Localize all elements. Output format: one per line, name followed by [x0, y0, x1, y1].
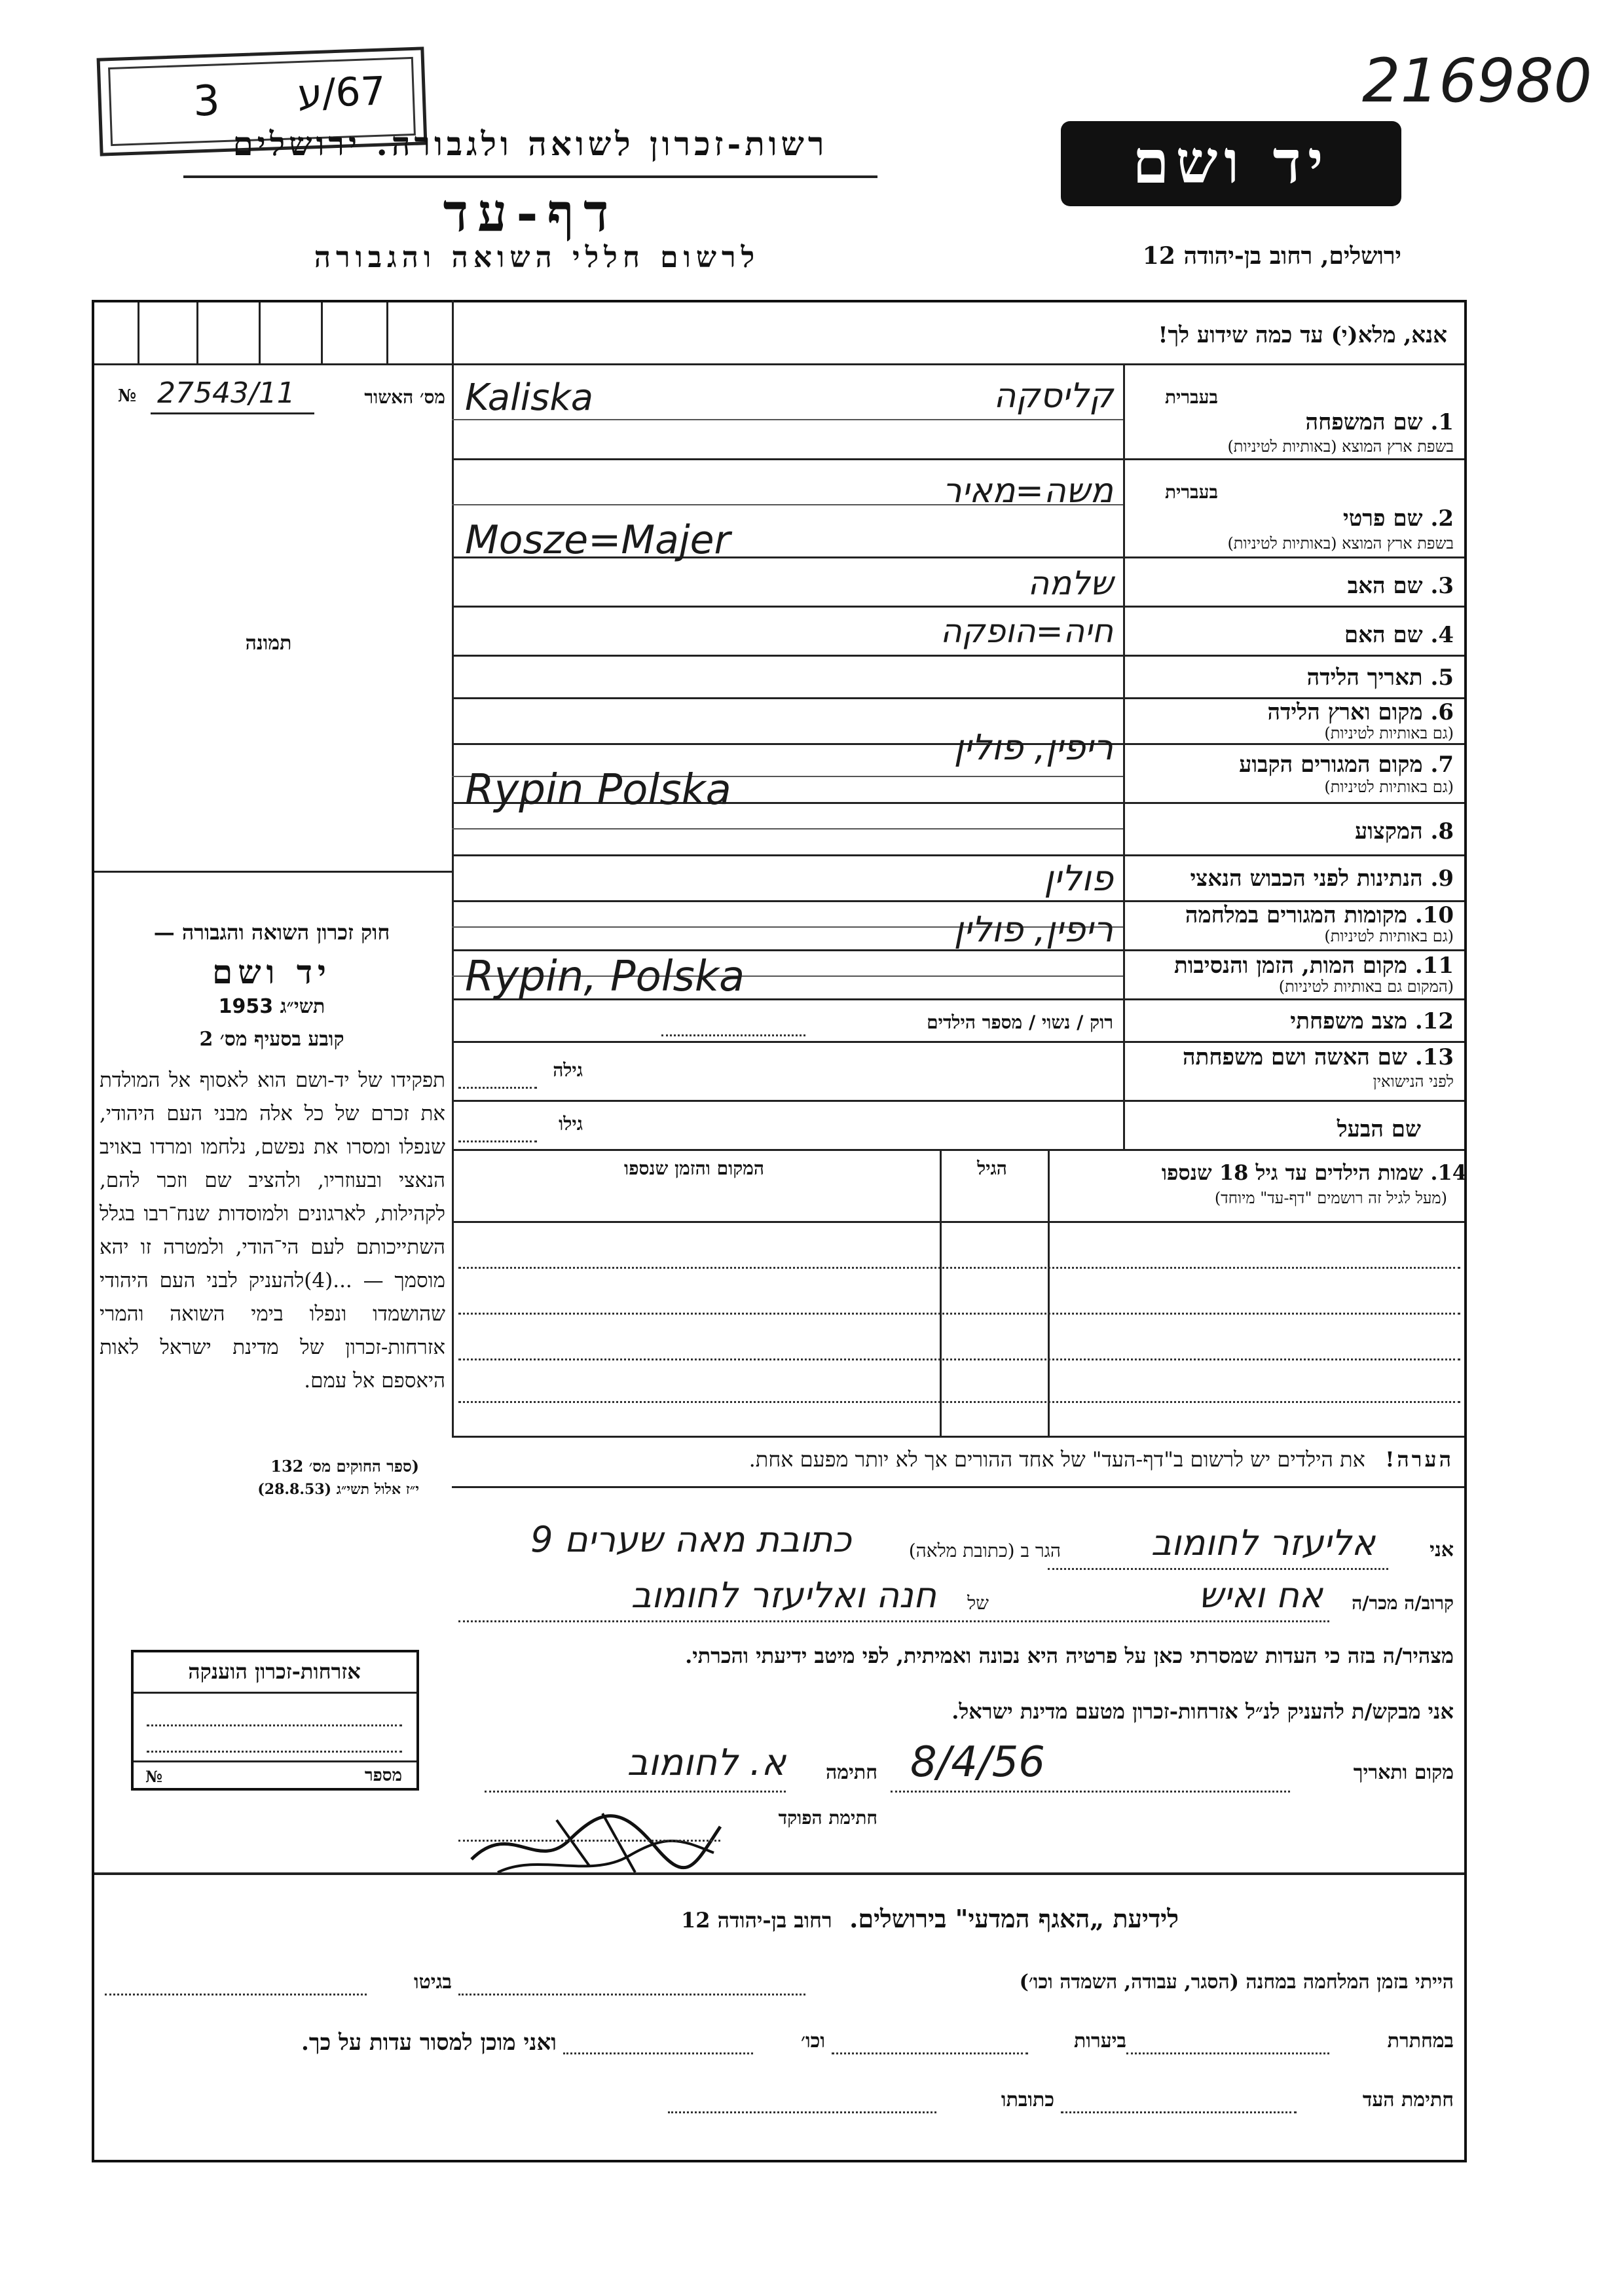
- declarant-address: כתובת מאה שערים 9: [530, 1519, 851, 1560]
- field-10-label: 10. מקומות המגורים במלחמה: [1185, 902, 1454, 928]
- children-note: [458, 1447, 1454, 1472]
- footer-address-label: כתובתו: [1001, 2088, 1054, 2111]
- resident-label: הגר ב (כתובת מלאה): [908, 1540, 1061, 1561]
- law-body: תפקידו של יד-ושם הוא לאסוף אל המולדת את זכרם של כל אלה מבני העם היהודי, שנפלו ומסרו את נפשם, נלחמו ומרדו באויב הנאצי ובעוזריו, ולהציב שם וזכר להם, לקהילות, לארגונים ולמוסדות שנח־רבו בגלל השתייכותם לעם הי־הודי, ולמטרה זו יהא מוסמך — ...(4)להעניק לבני העם היהודי שהושמדו ונפלו בימי השואה והמרי אזרחות-זכרון של מדינת ישראל לאות היאספם אל עמם.: [100, 1068, 445, 1393]
- field-4-label: 4. שם האם: [1344, 622, 1454, 648]
- field-1-label: 1. שם המשפחה: [1305, 409, 1454, 435]
- law-section: קובע בסעיף מס׳ 2: [199, 1028, 344, 1051]
- approval-label: מס׳ האשור: [364, 386, 445, 408]
- form-title: דף-עד: [443, 182, 618, 244]
- note-label: הערה!: [1385, 1447, 1454, 1472]
- logo-text: יד ושם: [1132, 128, 1330, 197]
- approval-number: 27543/11: [157, 376, 295, 410]
- birth-place-hebrew: ריפין, פולין: [953, 727, 1113, 768]
- signature-label: חתימה: [826, 1761, 877, 1784]
- field-6-label: 6. מקום וארץ הלידה: [1267, 699, 1454, 725]
- field-2-hebrew-tag: בעברית: [1164, 481, 1218, 503]
- field-11-sub: (המקום גם באותיות לטיניות): [1278, 977, 1454, 996]
- footer-underground: במחתרת: [1387, 2030, 1454, 2052]
- field-8-label: 8. המקצוע: [1354, 818, 1454, 845]
- wife-age-label: גילה: [553, 1059, 583, 1081]
- field-11-label: 11. מקום המות, הזמן והנסיבות: [1173, 953, 1454, 979]
- children-age-header: הגיל: [977, 1157, 1007, 1179]
- declarant-signature: א. לחומוב: [627, 1741, 786, 1784]
- field-13-sub: לפני הנישואין: [1373, 1072, 1454, 1091]
- officer-signature-label: חתימת הפוקד: [778, 1807, 877, 1829]
- instruction-text: אנא, מלא(י) עד כמה שידוע לך!: [1158, 322, 1447, 348]
- law-year: תשי״ג 1953: [218, 995, 325, 1018]
- field-2-label: 2. שם פרטי: [1342, 505, 1454, 532]
- birth-place-latin: Rypin Polska: [465, 766, 731, 814]
- husband-age-label: גילו: [559, 1113, 583, 1135]
- field-14-label: 14. שמות הילדים עד גיל 18 שנספו: [1161, 1160, 1467, 1185]
- footer-forests: ביערות: [1073, 2030, 1126, 2052]
- declaration-statement: מצהיר/ה בזה כי העדות שמסרתי כאן על פרטיה היא נכונה ואמיתית, לפי מיטב ידיעתי והכרתי.: [685, 1643, 1454, 1668]
- field-12-label: 12. מצב משפחתי: [1290, 1008, 1454, 1034]
- left-column-divider: [452, 300, 454, 1436]
- field-13-label: 13. שם האשה ושם משפחתה: [1183, 1044, 1454, 1070]
- citizenship-value: פולין: [1044, 858, 1113, 899]
- footer-etc: וכו׳: [801, 2030, 825, 2052]
- father-name: שלמה: [1027, 564, 1113, 602]
- law-name: יד ושם: [212, 953, 331, 991]
- children-place-header: המקום והזמן שנספו: [624, 1157, 764, 1179]
- citizenship-number-prefix: №: [145, 1767, 163, 1786]
- law-citation-date: י״ז אלול תשי״ג (28.8.53): [257, 1481, 419, 1498]
- field-14-sub: (מעל לגיל זה רושמים "דף-עד" מיוחד): [1214, 1189, 1447, 1207]
- wartime-residence: ריפין, פולין: [953, 909, 1113, 950]
- photo-label: תמונה: [245, 632, 292, 655]
- footer-witness-signature: חתימת העד: [1362, 2088, 1454, 2111]
- husband-label: שם הבעל: [1337, 1116, 1421, 1142]
- field-1-hebrew-tag: בעברית: [1164, 386, 1218, 408]
- footer-line1-end: בגיטו: [413, 1971, 452, 1994]
- field-3-label: 3. שם האב: [1347, 573, 1454, 599]
- relation-value: אח ואיש: [1198, 1575, 1323, 1616]
- citizenship-box-title: אזרחות-זכרון הוענקה: [188, 1659, 361, 1684]
- place-date-label: מקום ותאריך: [1353, 1761, 1454, 1784]
- first-name-latin: Mosze=Majer: [465, 517, 731, 563]
- marital-status-options: רוק / נשוי / מספר הילדים: [927, 1011, 1113, 1033]
- declarant-name: אליעזר לחומוב: [1151, 1522, 1375, 1563]
- declarant-label: אני: [1430, 1539, 1454, 1561]
- family-name-latin: Kaliska: [465, 376, 594, 419]
- footer-title: לידיעת „האגף המדעי" בירושלים. רחוב בן-יהודה 12: [680, 1904, 1179, 1933]
- citizenship-box: [131, 1650, 419, 1791]
- field-7-label: 7. מקום המגורים הקבוע: [1239, 752, 1454, 778]
- footer-line1: הייתי בזמן המלחמה במחנה (הסגר, עבודה, השמדה וכו׳): [1019, 1971, 1454, 1994]
- field-1-sub: בשפת ארץ המוצא (באותיות לטיניות): [1227, 437, 1454, 456]
- yad-vashem-logo: [1061, 121, 1401, 206]
- field-10-sub: (גם באותיות לטיניות): [1324, 927, 1454, 945]
- stamp-code: 67/ע: [297, 68, 386, 118]
- first-name-hebrew: משה=מאיר: [942, 471, 1113, 511]
- of-label: של: [967, 1592, 989, 1614]
- law-citation: (ספר החוקים מס׳ 132: [270, 1457, 419, 1476]
- stamp-number: 3: [192, 77, 221, 126]
- institution-name: רשות-זכרון לשואה ולגבורה. ירושלים: [232, 124, 828, 163]
- declaration-request: אני מבקש/ת להעניק לנ״ל אזרחות-זכרון מטעם מדינת ישראל.: [951, 1699, 1454, 1724]
- form-subtitle: לרשום חללי השואה והגבורה: [314, 241, 760, 274]
- mother-name: חיה=הופקה: [940, 612, 1113, 650]
- citizenship-number-label: מספר: [364, 1766, 402, 1785]
- field-9-label: 9. הנתינות לפני הכבוש הנאצי: [1190, 866, 1454, 892]
- institution-address: ירושלים, רחוב בן-יהודה 12: [1142, 242, 1401, 270]
- field-6-sub: (גם באותיות לטיניות): [1324, 724, 1454, 742]
- registry-number: 216980: [1362, 46, 1593, 116]
- law-title: חוק זכרון השואה והגבורה —: [153, 920, 390, 945]
- field-5-label: 5. תאריך הלידה: [1306, 665, 1454, 691]
- family-name-hebrew: קליסקה: [993, 376, 1113, 416]
- footer-line2-end: ואני מוכן למסור עדות על כך.: [301, 2030, 557, 2056]
- death-place: Rypin, Polska: [465, 953, 745, 1001]
- field-7-sub: (גם באותיות לטיניות): [1324, 778, 1454, 796]
- of-value: חנה ואליעזר לחומוב: [631, 1575, 936, 1616]
- label-column-divider: [1123, 363, 1125, 1149]
- institution-underline: [183, 175, 877, 178]
- approval-prefix: №: [118, 386, 137, 406]
- field-2-sub: בשפת ארץ המוצא (באותיות לטיניות): [1227, 534, 1454, 553]
- relation-label: קרוב/ה מכר/ה: [1352, 1592, 1454, 1614]
- declaration-date: 8/4/56: [910, 1738, 1045, 1787]
- note-text: את הילדים יש לרשום ב"דף-העד" של אחד ההורים אך לא יותר מפעם אחת.: [748, 1447, 1365, 1472]
